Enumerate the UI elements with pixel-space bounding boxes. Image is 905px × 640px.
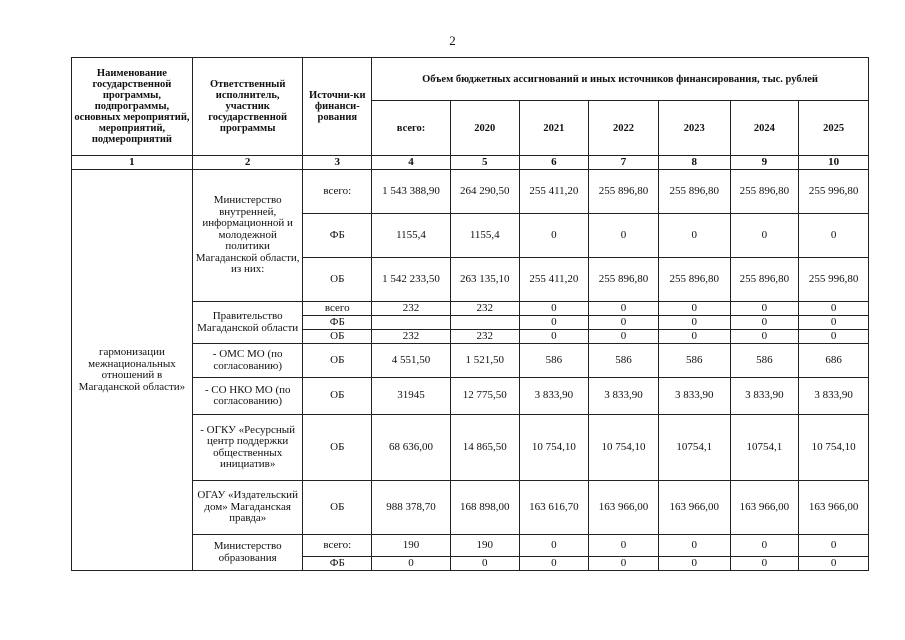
value-cell: 3 833,90 <box>519 378 589 415</box>
value-cell: 0 <box>519 214 589 258</box>
header-year: всего: <box>372 101 451 156</box>
value-cell: 255 996,80 <box>799 258 869 302</box>
header-year: 2024 <box>730 101 799 156</box>
source-cell: ОБ <box>303 344 372 378</box>
value-cell: 0 <box>730 330 799 344</box>
value-cell: 232 <box>372 330 451 344</box>
value-cell: 0 <box>658 330 730 344</box>
executor-cell: ОГАУ «Издательский дом» Магаданская правда» <box>192 481 303 535</box>
value-cell: 1 542 233,50 <box>372 258 451 302</box>
value-cell: 0 <box>519 302 589 316</box>
value-cell: 0 <box>730 535 799 557</box>
value-cell: 190 <box>450 535 519 557</box>
value-cell: 3 833,90 <box>730 378 799 415</box>
value-cell: 255 896,80 <box>589 170 659 214</box>
value-cell: 232 <box>450 330 519 344</box>
value-cell: 263 135,10 <box>450 258 519 302</box>
value-cell: 686 <box>799 344 869 378</box>
source-cell: ОБ <box>303 378 372 415</box>
value-cell: 1 543 388,90 <box>372 170 451 214</box>
value-cell: 586 <box>730 344 799 378</box>
value-cell: 0 <box>658 214 730 258</box>
value-cell: 31945 <box>372 378 451 415</box>
value-cell: 3 833,90 <box>658 378 730 415</box>
executor-cell: - ОГКУ «Ресурсный центр поддержки общественных инициатив» <box>192 415 303 481</box>
financing-table <box>71 57 869 571</box>
value-cell: 1 521,50 <box>450 344 519 378</box>
index-cell: 8 <box>658 156 730 170</box>
value-cell: 163 966,00 <box>799 481 869 535</box>
value-cell: 12 775,50 <box>450 378 519 415</box>
value-cell: 988 378,70 <box>372 481 451 535</box>
value-cell: 0 <box>589 214 659 258</box>
source-cell: всего <box>303 302 372 316</box>
page-number: 2 <box>449 33 456 48</box>
header-year: 2025 <box>799 101 869 156</box>
value-cell: 0 <box>799 535 869 557</box>
value-cell: 0 <box>589 316 659 330</box>
value-cell: 163 966,00 <box>730 481 799 535</box>
value-cell: 0 <box>450 557 519 571</box>
value-cell: 4 551,50 <box>372 344 451 378</box>
value-cell: 0 <box>519 330 589 344</box>
table-row <box>72 170 869 214</box>
value-cell <box>450 316 519 330</box>
value-cell: 1155,4 <box>450 214 519 258</box>
value-cell: 0 <box>589 330 659 344</box>
executor-cell: Министерство внутренней, информационной и молодежной политики Магаданской области, из них: <box>192 170 303 302</box>
value-cell: 163 616,70 <box>519 481 589 535</box>
value-cell: 1155,4 <box>372 214 451 258</box>
value-cell: 0 <box>589 302 659 316</box>
value-cell: 0 <box>519 557 589 571</box>
value-cell: 0 <box>658 302 730 316</box>
value-cell: 0 <box>589 535 659 557</box>
header-executor: Ответственный исполнитель, участник государственной программы <box>192 58 303 156</box>
index-cell: 7 <box>589 156 659 170</box>
value-cell: 232 <box>450 302 519 316</box>
index-cell: 2 <box>192 156 303 170</box>
index-cell: 3 <box>303 156 372 170</box>
source-cell: ФБ <box>303 316 372 330</box>
value-cell: 190 <box>372 535 451 557</box>
source-cell: всего: <box>303 535 372 557</box>
value-cell: 10 754,10 <box>519 415 589 481</box>
index-cell: 6 <box>519 156 589 170</box>
header-year: 2022 <box>589 101 659 156</box>
value-cell: 10754,1 <box>730 415 799 481</box>
value-cell <box>372 316 451 330</box>
value-cell: 0 <box>799 557 869 571</box>
value-cell: 255 896,80 <box>589 258 659 302</box>
index-cell: 9 <box>730 156 799 170</box>
executor-cell: Правительство Магаданской области <box>192 302 303 344</box>
source-cell: всего: <box>303 170 372 214</box>
source-cell: ОБ <box>303 415 372 481</box>
value-cell: 168 898,00 <box>450 481 519 535</box>
value-cell: 255 896,80 <box>658 170 730 214</box>
value-cell: 3 833,90 <box>589 378 659 415</box>
value-cell: 0 <box>372 557 451 571</box>
value-cell: 0 <box>658 316 730 330</box>
value-cell: 255 896,80 <box>730 170 799 214</box>
value-cell: 264 290,50 <box>450 170 519 214</box>
source-cell: ФБ <box>303 214 372 258</box>
source-cell: ОБ <box>303 330 372 344</box>
value-cell: 586 <box>658 344 730 378</box>
value-cell: 10 754,10 <box>799 415 869 481</box>
value-cell: 0 <box>799 316 869 330</box>
value-cell: 3 833,90 <box>799 378 869 415</box>
header-volume: Объем бюджетных ассигнований и иных источников финансирования, тыс. рублей <box>372 58 869 101</box>
source-cell: ФБ <box>303 557 372 571</box>
header-year: 2020 <box>450 101 519 156</box>
value-cell: 0 <box>519 535 589 557</box>
source-cell: ОБ <box>303 258 372 302</box>
header-name: Наименование государственной программы, подпрограммы, основных мероприятий, мероприятий, подмероприятий <box>72 58 193 156</box>
header-year: 2023 <box>658 101 730 156</box>
value-cell: 0 <box>730 557 799 571</box>
value-cell: 255 996,80 <box>799 170 869 214</box>
header-year: 2021 <box>519 101 589 156</box>
value-cell: 0 <box>730 214 799 258</box>
value-cell: 0 <box>799 214 869 258</box>
value-cell: 255 411,20 <box>519 258 589 302</box>
value-cell: 14 865,50 <box>450 415 519 481</box>
index-cell: 1 <box>72 156 193 170</box>
value-cell: 0 <box>730 302 799 316</box>
value-cell: 10754,1 <box>658 415 730 481</box>
value-cell: 0 <box>730 316 799 330</box>
value-cell: 0 <box>799 302 869 316</box>
value-cell: 68 636,00 <box>372 415 451 481</box>
value-cell: 255 411,20 <box>519 170 589 214</box>
index-cell: 4 <box>372 156 451 170</box>
value-cell: 232 <box>372 302 451 316</box>
value-cell: 163 966,00 <box>589 481 659 535</box>
value-cell: 0 <box>658 557 730 571</box>
source-cell: ОБ <box>303 481 372 535</box>
executor-cell: - ОМС МО (по согласованию) <box>192 344 303 378</box>
value-cell: 0 <box>658 535 730 557</box>
value-cell: 255 896,80 <box>730 258 799 302</box>
value-cell: 586 <box>589 344 659 378</box>
executor-cell: Министерство образования <box>192 535 303 571</box>
value-cell: 0 <box>799 330 869 344</box>
value-cell: 163 966,00 <box>658 481 730 535</box>
value-cell: 255 896,80 <box>658 258 730 302</box>
value-cell: 586 <box>519 344 589 378</box>
value-cell: 0 <box>589 557 659 571</box>
header-source: Источни-ки финанси-рования <box>303 58 372 156</box>
index-row <box>72 156 869 170</box>
value-cell: 0 <box>519 316 589 330</box>
program-name: гармонизации межнациональных отношений в Магаданской области» <box>72 170 193 571</box>
index-cell: 10 <box>799 156 869 170</box>
value-cell: 10 754,10 <box>589 415 659 481</box>
index-cell: 5 <box>450 156 519 170</box>
executor-cell: - СО НКО МО (по согласованию) <box>192 378 303 415</box>
